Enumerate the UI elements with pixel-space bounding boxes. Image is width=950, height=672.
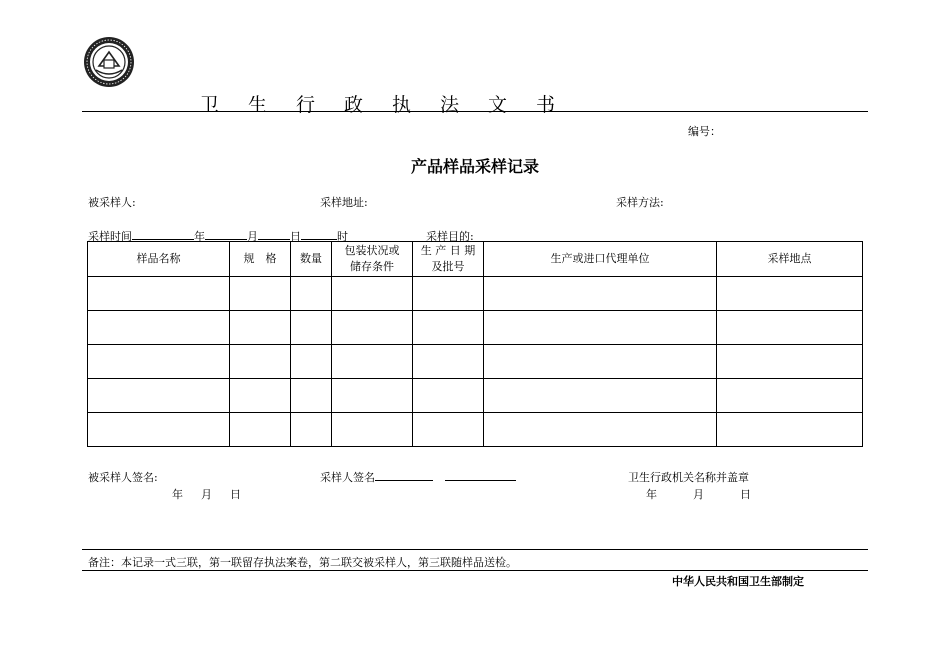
table-row — [88, 277, 863, 311]
table-cell[interactable] — [332, 413, 413, 447]
sampling-address-label: 采样地址: — [320, 196, 368, 209]
note-top-rule — [82, 549, 868, 550]
table-row — [88, 311, 863, 345]
table-cell[interactable] — [88, 277, 230, 311]
sampling-purpose-label: 采样目的: — [426, 230, 474, 243]
note-bottom-rule — [82, 570, 868, 571]
table-cell[interactable] — [413, 413, 484, 447]
table-cell[interactable] — [484, 379, 717, 413]
table-cell[interactable] — [88, 379, 230, 413]
table-cell[interactable] — [230, 277, 291, 311]
serial-number-label: 编号： — [688, 125, 721, 138]
table-cell[interactable] — [332, 345, 413, 379]
table-cell[interactable] — [413, 379, 484, 413]
date-month-label: 月 — [693, 488, 704, 501]
day-blank[interactable] — [258, 229, 290, 240]
table-cell[interactable] — [230, 311, 291, 345]
date-day-label: 日 — [740, 488, 751, 501]
hour-blank[interactable] — [301, 229, 337, 240]
year-blank[interactable] — [132, 229, 194, 240]
month-blank[interactable] — [205, 229, 247, 240]
col-specification: 规 格 — [230, 242, 291, 277]
table-cell[interactable] — [413, 345, 484, 379]
table-row — [88, 345, 863, 379]
table-cell[interactable] — [413, 311, 484, 345]
sampling-time-label: 采样时间 — [88, 230, 132, 243]
table-cell[interactable] — [291, 345, 332, 379]
table-cell[interactable] — [332, 311, 413, 345]
table-cell[interactable] — [484, 311, 717, 345]
month-label: 月 — [247, 230, 258, 243]
date-month-label: 月 — [201, 488, 212, 501]
table-cell[interactable] — [88, 413, 230, 447]
hour-label: 时 — [337, 230, 348, 243]
document-title: 产品样品采样记录 — [410, 157, 539, 176]
date-year-label: 年 — [646, 488, 657, 501]
table-cell[interactable] — [484, 277, 717, 311]
table-cell[interactable] — [291, 379, 332, 413]
agency-seal-label: 卫生行政机关名称并盖章 — [628, 471, 749, 484]
col-sample-name: 样品名称 — [88, 242, 230, 277]
issuing-authority: 中华人民共和国卫生部制定 — [672, 575, 804, 588]
col-quantity: 数量 — [291, 242, 332, 277]
remarks-note: 备注：本记录一式三联，第一联留存执法案卷，第二联交被采样人，第三联随样品送检。 — [88, 556, 517, 569]
table-cell[interactable] — [291, 277, 332, 311]
agency-date — [646, 486, 751, 502]
header-title: 卫生行政执法文书 — [200, 94, 585, 116]
table-cell[interactable] — [413, 277, 484, 311]
sampler-signature-blank-2[interactable] — [445, 470, 516, 481]
col-packaging-storage: 包装状况或 储存条件 — [332, 242, 413, 277]
table-cell[interactable] — [717, 311, 863, 345]
table-header-row — [88, 242, 863, 277]
sampled-party-label: 被采样人: — [88, 196, 136, 209]
sampled-party-signature-label: 被采样人签名: — [88, 471, 158, 484]
table-cell[interactable] — [484, 413, 717, 447]
sampler-signature-label: 采样人签名 — [320, 471, 375, 484]
table-cell[interactable] — [484, 345, 717, 379]
table-cell[interactable] — [88, 345, 230, 379]
header-rule — [82, 111, 868, 112]
table-cell[interactable] — [717, 345, 863, 379]
date-day-label: 日 — [230, 488, 241, 501]
table-cell[interactable] — [717, 379, 863, 413]
day-label: 日 — [290, 230, 301, 243]
table-cell[interactable] — [230, 345, 291, 379]
sample-table — [87, 241, 863, 447]
table-cell[interactable] — [230, 413, 291, 447]
table-cell[interactable] — [332, 379, 413, 413]
col-production-date-batch: 生 产 日 期 及批号 — [413, 242, 484, 277]
table-cell[interactable] — [332, 277, 413, 311]
year-label: 年 — [194, 230, 205, 243]
date-year-label: 年 — [172, 488, 183, 501]
table-cell[interactable] — [291, 311, 332, 345]
table-cell[interactable] — [230, 379, 291, 413]
table-row — [88, 413, 863, 447]
table-cell[interactable] — [291, 413, 332, 447]
col-producer-importer: 生产或进口代理单位 — [484, 242, 717, 277]
table-cell[interactable] — [717, 277, 863, 311]
sampler-signature-blank-1[interactable] — [375, 470, 433, 481]
table-row — [88, 379, 863, 413]
sampling-method-label: 采样方法: — [616, 196, 664, 209]
health-supervision-seal-logo — [81, 36, 137, 88]
sampler-signature-row — [320, 469, 516, 485]
sampled-party-date — [172, 486, 241, 502]
table-cell[interactable] — [88, 311, 230, 345]
col-sampling-location: 采样地点 — [717, 242, 863, 277]
table-cell[interactable] — [717, 413, 863, 447]
